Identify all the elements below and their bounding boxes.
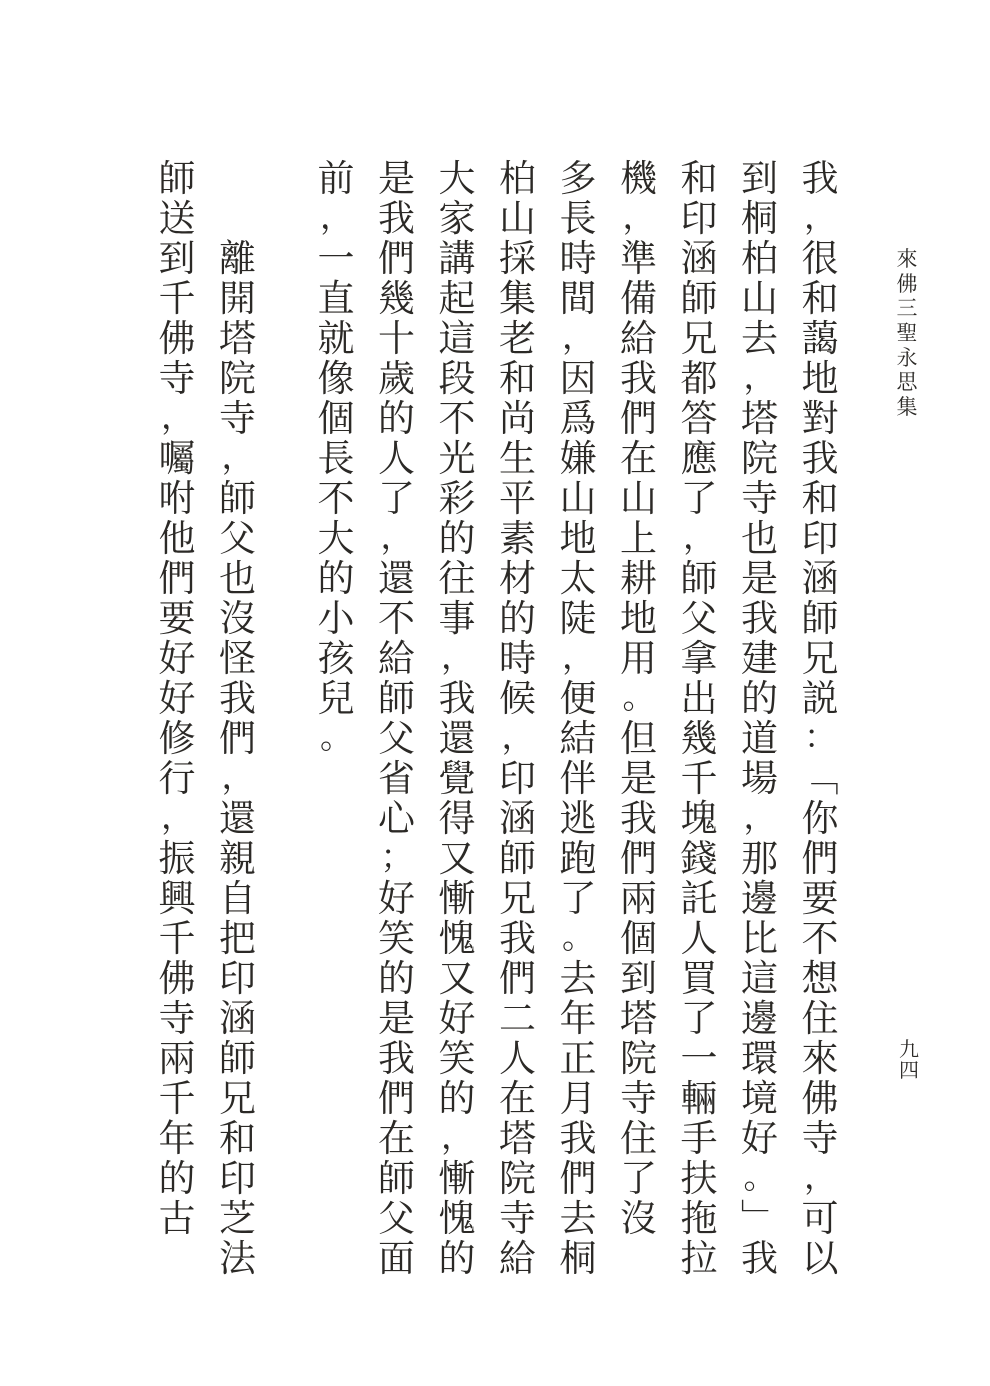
text-column-8: 是 我 們 幾 十 歲 的 人 了 ， 還 不 給 師 父 省 心 ； 好 笑 的 是 我 們 在 師 父 面 <box>378 156 415 1280</box>
text-column-3: 和 印 涵 師 兄 都 答 應 了 ， 師 父 拿 出 幾 千 塊 錢 託 人 買 了 一 輛 手 扶 拖 拉 <box>680 156 718 1280</box>
text-column-7: 大 家 講 起 這 段 不 光 彩 的 往 事 ， 我 還 覺 得 又 慚 愧 又 好 笑 的 ， 慚 愧 的 <box>438 156 476 1280</box>
text-column-2: 到 桐 柏 山 去 ， 塔 院 寺 也 是 我 建 的 道 場 ， 那 邊 比 這 邊 環 境 好 。 ﹂ 我 <box>741 156 778 1280</box>
page-number: 九 四 <box>899 1036 919 1082</box>
running-title: 來 佛 三 聖 永 思 集 <box>896 246 918 419</box>
text-column-1: 我 ， 很 和 藹 地 對 我 和 印 涵 師 兄 説 ： ﹁ 你 們 要 不 想 住 來 佛 寺 ， 可 以 <box>801 156 839 1280</box>
text-column-4: 機 ， 準 備 給 我 們 在 山 上 耕 地 用 。 但 是 我 們 兩 個 到 塔 院 寺 住 了 沒 <box>620 156 657 1240</box>
text-column-9: 前 ， 一 直 就 像 個 長 不 大 的 小 孩 兒 。 <box>317 156 355 756</box>
text-column-6: 柏 山 採 集 老 和 尚 生 平 素 材 的 時 候 ， 印 涵 師 兄 我 們 二 人 在 塔 院 寺 給 <box>499 156 536 1280</box>
text-column-5: 多 長 時 間 ， 因 爲 嫌 山 地 太 陡 ， 便 結 伴 逃 跑 了 。 去 年 正 月 我 們 去 桐 <box>559 156 597 1280</box>
text-column-10: 離 開 塔 院 寺 ， 師 父 也 沒 怪 我 們 ， 還 親 自 把 印 涵 師 兄 和 印 芝 法 <box>219 236 256 1280</box>
text-column-11: 師 送 到 千 佛 寺 ， 囑 咐 他 們 要 好 好 修 行 ， 振 興 千 佛 寺 兩 千 年 的 古 <box>158 156 196 1240</box>
